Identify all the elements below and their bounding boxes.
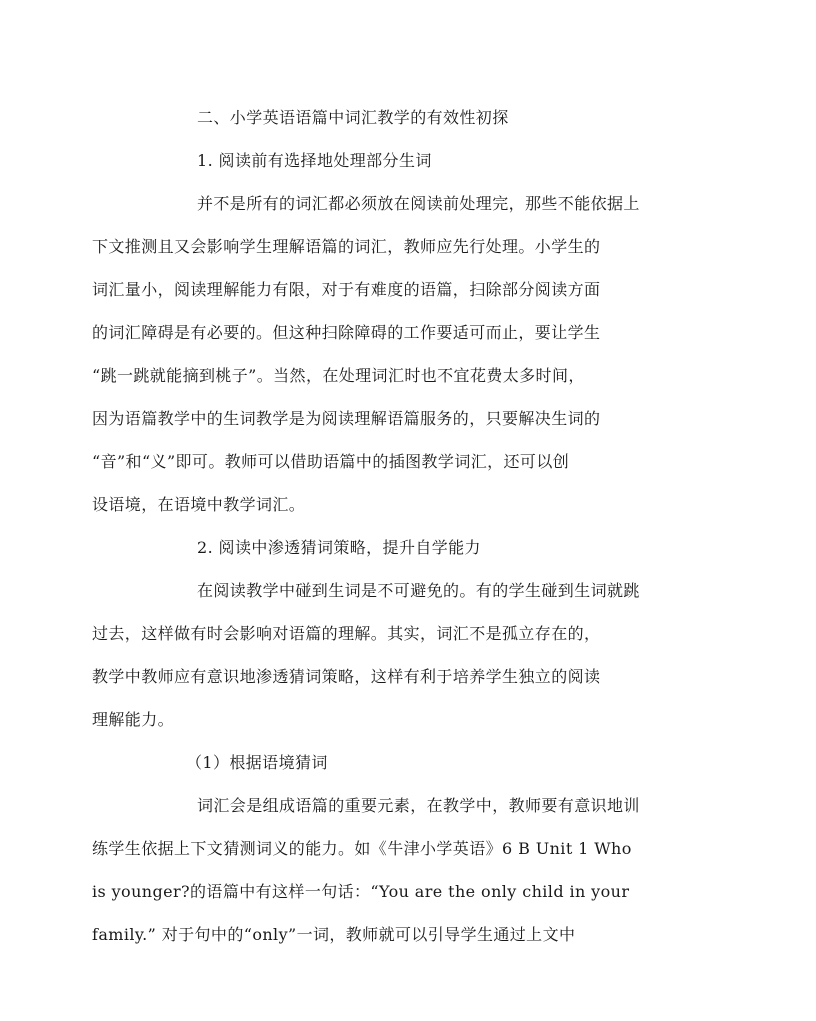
paragraph-1-line: 因为语篇教学中的生词教学是为阅读理解语篇服务的，只要解决生词的 [92, 409, 601, 428]
paragraph-2-line: 理解能力。 [92, 710, 175, 729]
subheading-1: 1. 阅读前有选择地处理部分生词 [197, 151, 432, 170]
paragraph-1-line: 并不是所有的词汇都必须放在阅读前处理完，那些不能依据上 [197, 194, 640, 213]
paragraph-3-line: is younger?的语篇中有这样一句话：“You are the only child in your [92, 882, 630, 901]
subheading-2: 2. 阅读中渗透猜词策略，提升自学能力 [197, 538, 481, 557]
paragraph-2-line: 在阅读教学中碰到生词是不可避免的。有的学生碰到生词就跳 [197, 581, 640, 600]
paragraph-1-line: “跳一跳就能摘到桃子”。当然，在处理词汇时也不宜花费太多时间， [92, 366, 585, 385]
paragraph-1-line: 词汇量小，阅读理解能力有限，对于有难度的语篇，扫除部分阅读方面 [92, 280, 601, 299]
subheading-3: （1）根据语境猜词 [186, 753, 328, 772]
paragraph-1-line: 设语境，在语境中教学词汇。 [92, 495, 306, 514]
paragraph-1-line: “音”和“义”即可。教师可以借助语篇中的插图教学词汇，还可以创 [92, 452, 570, 471]
paragraph-3-line: family.” 对于句中的“only”一词，教师就可以引导学生通过上文中 [92, 925, 576, 944]
paragraph-2-line: 过去，这样做有时会影响对语篇的理解。其实，词汇不是孤立存在的， [92, 624, 601, 643]
paragraph-3-line: 练学生依据上下文猜测词义的能力。如《牛津小学英语》6 B Unit 1 Who [92, 839, 632, 858]
section-heading: 二、小学英语语篇中词汇教学的有效性初探 [197, 108, 509, 127]
paragraph-1-line: 下文推测且又会影响学生理解语篇的词汇，教师应先行处理。小学生的 [92, 237, 601, 256]
paragraph-3-line: 词汇会是组成语篇的重要元素，在教学中，教师要有意识地训 [197, 796, 640, 815]
paragraph-1-line: 的词汇障碍是有必要的。但这种扫除障碍的工作要适可而止，要让学生 [92, 323, 601, 342]
paragraph-2-line: 教学中教师应有意识地渗透猜词策略，这样有利于培养学生独立的阅读 [92, 667, 601, 686]
